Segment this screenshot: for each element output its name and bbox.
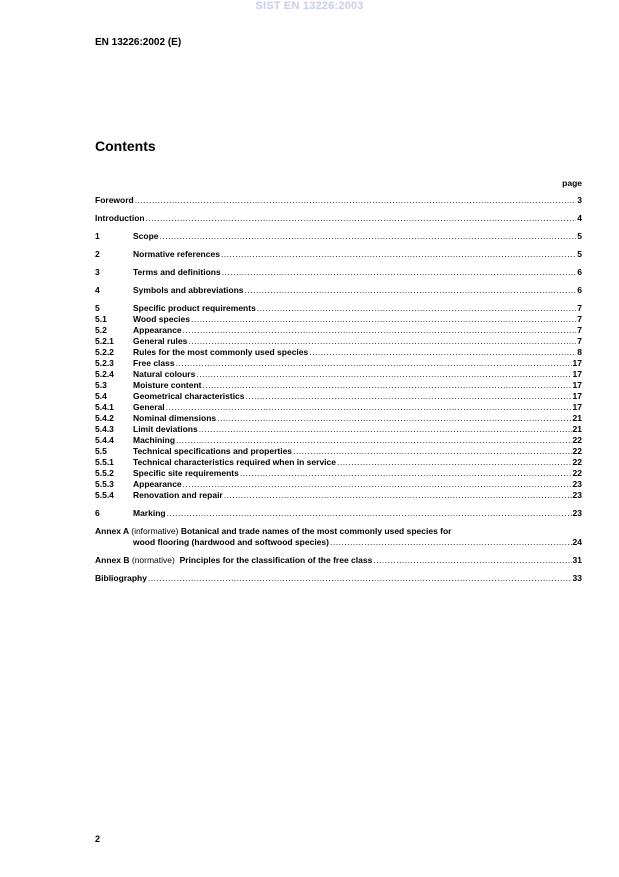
toc-entry-title: Specific product requirements [133,303,256,313]
leader-dots [309,347,576,358]
toc-entry-title: General rules [133,336,188,346]
page-column-label: page [562,178,582,188]
toc-entry-number: 5.2 [95,325,107,335]
toc-entry-page: 22 [572,457,582,467]
annex-a-kind: (informative) [131,526,179,536]
toc-annex-a-continued[interactable] [95,537,582,548]
toc-entry[interactable] [95,468,582,479]
toc-entry-title: Renovation and repair [133,490,223,500]
toc-entry[interactable] [95,285,582,296]
toc-entry-title: Wood species [133,314,190,324]
page-title: Contents [95,138,156,154]
toc-entry[interactable] [95,303,582,314]
toc-entry-number: 5.4.1 [95,402,114,412]
toc-entry[interactable] [95,479,582,490]
toc-entry[interactable] [95,195,582,206]
toc-entry-title: Natural colours [133,369,196,379]
toc-entry-page: 23 [572,479,582,489]
toc-entry-number: 5.5.1 [95,457,114,467]
toc-entry[interactable] [95,369,582,380]
toc-entry-title: General [133,402,165,412]
toc-entry-page: 22 [572,435,582,445]
leader-dots [167,508,572,519]
toc-entry-number: 5.4.3 [95,424,114,434]
toc-entry[interactable] [95,457,582,468]
toc-entry-number: 5.5.3 [95,479,114,489]
toc-entry-page: 17 [572,391,582,401]
toc-entry-title: Introduction [95,213,145,223]
toc-entry-number: 5.2.1 [95,336,114,346]
toc-entry-title: Appearance [133,325,182,335]
toc-annex-a[interactable] [95,526,582,537]
leader-dots [160,231,577,242]
toc-entry-title: Marking [133,508,166,518]
toc-entry-title: Appearance [133,479,182,489]
toc-entry-title: Nominal dimensions [133,413,217,423]
annex-b-page: 31 [572,555,582,565]
toc-entry-number: 1 [95,231,100,241]
toc-entry-page: 7 [577,325,582,335]
annex-a-page: 24 [572,537,582,547]
toc-entry[interactable] [95,424,582,435]
toc-bibliography[interactable] [95,573,582,584]
toc-entry-title: Limit deviations [133,424,198,434]
leader-dots [240,468,572,479]
toc-entry-page: 8 [577,347,582,357]
leader-dots [191,314,576,325]
toc-entry[interactable] [95,402,582,413]
leader-dots [224,490,572,501]
toc-entry-page: 5 [577,231,582,241]
leader-dots [221,249,576,260]
toc-entry-number: 5.2.3 [95,358,114,368]
toc-entry-page: 21 [572,413,582,423]
toc-entry-title: Symbols and abbreviations [133,285,244,295]
toc-entry-number: 5.3 [95,380,107,390]
toc-entry-page: 22 [572,468,582,478]
leader-dots [199,424,572,435]
toc-entry-number: 5.4.4 [95,435,114,445]
document-id: EN 13226:2002 (E) [95,37,182,48]
toc-entry-page: 7 [577,314,582,324]
leader-dots [183,325,577,336]
toc-entry-number: 5.1 [95,314,107,324]
toc-entry-title: Foreword [95,195,134,205]
toc-entry-title: Free class [133,358,175,368]
toc-entry-page: 17 [572,380,582,390]
toc-entry-page: 4 [577,213,582,223]
toc-entry[interactable] [95,249,582,260]
toc-entry-title: Normative references [133,249,220,259]
toc-entry[interactable] [95,267,582,278]
leader-dots [188,336,576,347]
toc-entry-number: 5.5.2 [95,468,114,478]
toc-entry-number: 5 [95,303,100,313]
toc-entry[interactable] [95,391,582,402]
leader-dots [293,446,572,457]
toc-entry-title: Terms and definitions [133,267,221,277]
annex-a-title-line1: Botanical and trade names of the most commonly used species for [180,526,452,536]
toc-entry-number: 6 [95,508,100,518]
annex-b-label: Annex B [95,555,130,565]
leader-dots [196,369,571,380]
toc-entry[interactable] [95,446,582,457]
table-of-contents [95,195,582,584]
toc-entry-page: 23 [572,508,582,518]
toc-entry-page: 6 [577,267,582,277]
leader-dots [176,358,572,369]
toc-entry-title: Geometrical characteristics [133,391,245,401]
leader-dots [337,457,572,468]
toc-entry[interactable] [95,508,582,519]
toc-entry[interactable] [95,347,582,358]
leader-dots [257,303,576,314]
toc-entry[interactable] [95,413,582,424]
toc-entry-title: Machining [133,435,176,445]
annex-b-kind: (normative) [131,555,175,565]
toc-entry-number: 5.5.4 [95,490,114,500]
leader-dots [246,391,572,402]
toc-entry-title: Specific site requirements [133,468,239,478]
leader-dots [166,402,572,413]
toc-entry-number: 2 [95,249,100,259]
leader-dots [148,573,572,584]
toc-entry-page: 21 [572,424,582,434]
toc-entry-page: 17 [572,358,582,368]
toc-entry[interactable] [95,325,582,336]
toc-entry-page: 3 [577,195,582,205]
toc-entry-page: 7 [577,303,582,313]
toc-entry-number: 5.4.2 [95,413,114,423]
toc-entry-title: Scope [133,231,159,241]
toc-entry-number: 5.5 [95,446,107,456]
toc-entry[interactable] [95,231,582,242]
toc-entry[interactable] [95,358,582,369]
toc-entry-number: 5.4 [95,391,107,401]
toc-entry-title: Technical specifications and properties [133,446,293,456]
toc-entry-page: 7 [577,336,582,346]
annex-a-label: Annex A [95,526,129,536]
toc-entry-title: Moisture content [133,380,202,390]
leader-dots [330,537,572,548]
leader-dots [373,555,571,566]
leader-dots [176,435,572,446]
leader-dots [202,380,571,391]
toc-entry-page: 17 [572,402,582,412]
toc-entry-page: 6 [577,285,582,295]
leader-dots [146,213,577,224]
toc-entry[interactable] [95,380,582,391]
page-number: 2 [95,834,101,844]
toc-entry-page: 17 [572,369,582,379]
leader-dots [135,195,577,206]
leader-dots [217,413,571,424]
toc-entry-number: 5.2.2 [95,347,114,357]
toc-entry-number: 4 [95,285,100,295]
toc-entry[interactable] [95,490,582,501]
toc-entry[interactable] [95,435,582,446]
toc-entry[interactable] [95,314,582,325]
toc-entry-page: 22 [572,446,582,456]
leader-dots [183,479,572,490]
toc-annex-b[interactable] [95,555,582,566]
toc-entry-number: 3 [95,267,100,277]
toc-entry-page: 23 [572,490,582,500]
leader-dots [245,285,577,296]
annex-b-title: Principles for the classification of the free class [179,555,373,565]
toc-entry-title: Rules for the most commonly used species [133,347,309,357]
toc-entry[interactable] [95,213,582,224]
toc-entry-number: 5.2.4 [95,369,114,379]
toc-entry-page: 5 [577,249,582,259]
leader-dots [222,267,577,278]
bibliography-page: 33 [572,573,582,583]
toc-entry[interactable] [95,336,582,347]
watermark: SIST EN 13226:2003 [255,0,364,12]
toc-entry-title: Technical characteristics required when in service [133,457,336,467]
bibliography-title: Bibliography [95,573,147,583]
annex-a-title-line2: wood flooring (hardwood and softwood species) [133,537,329,547]
